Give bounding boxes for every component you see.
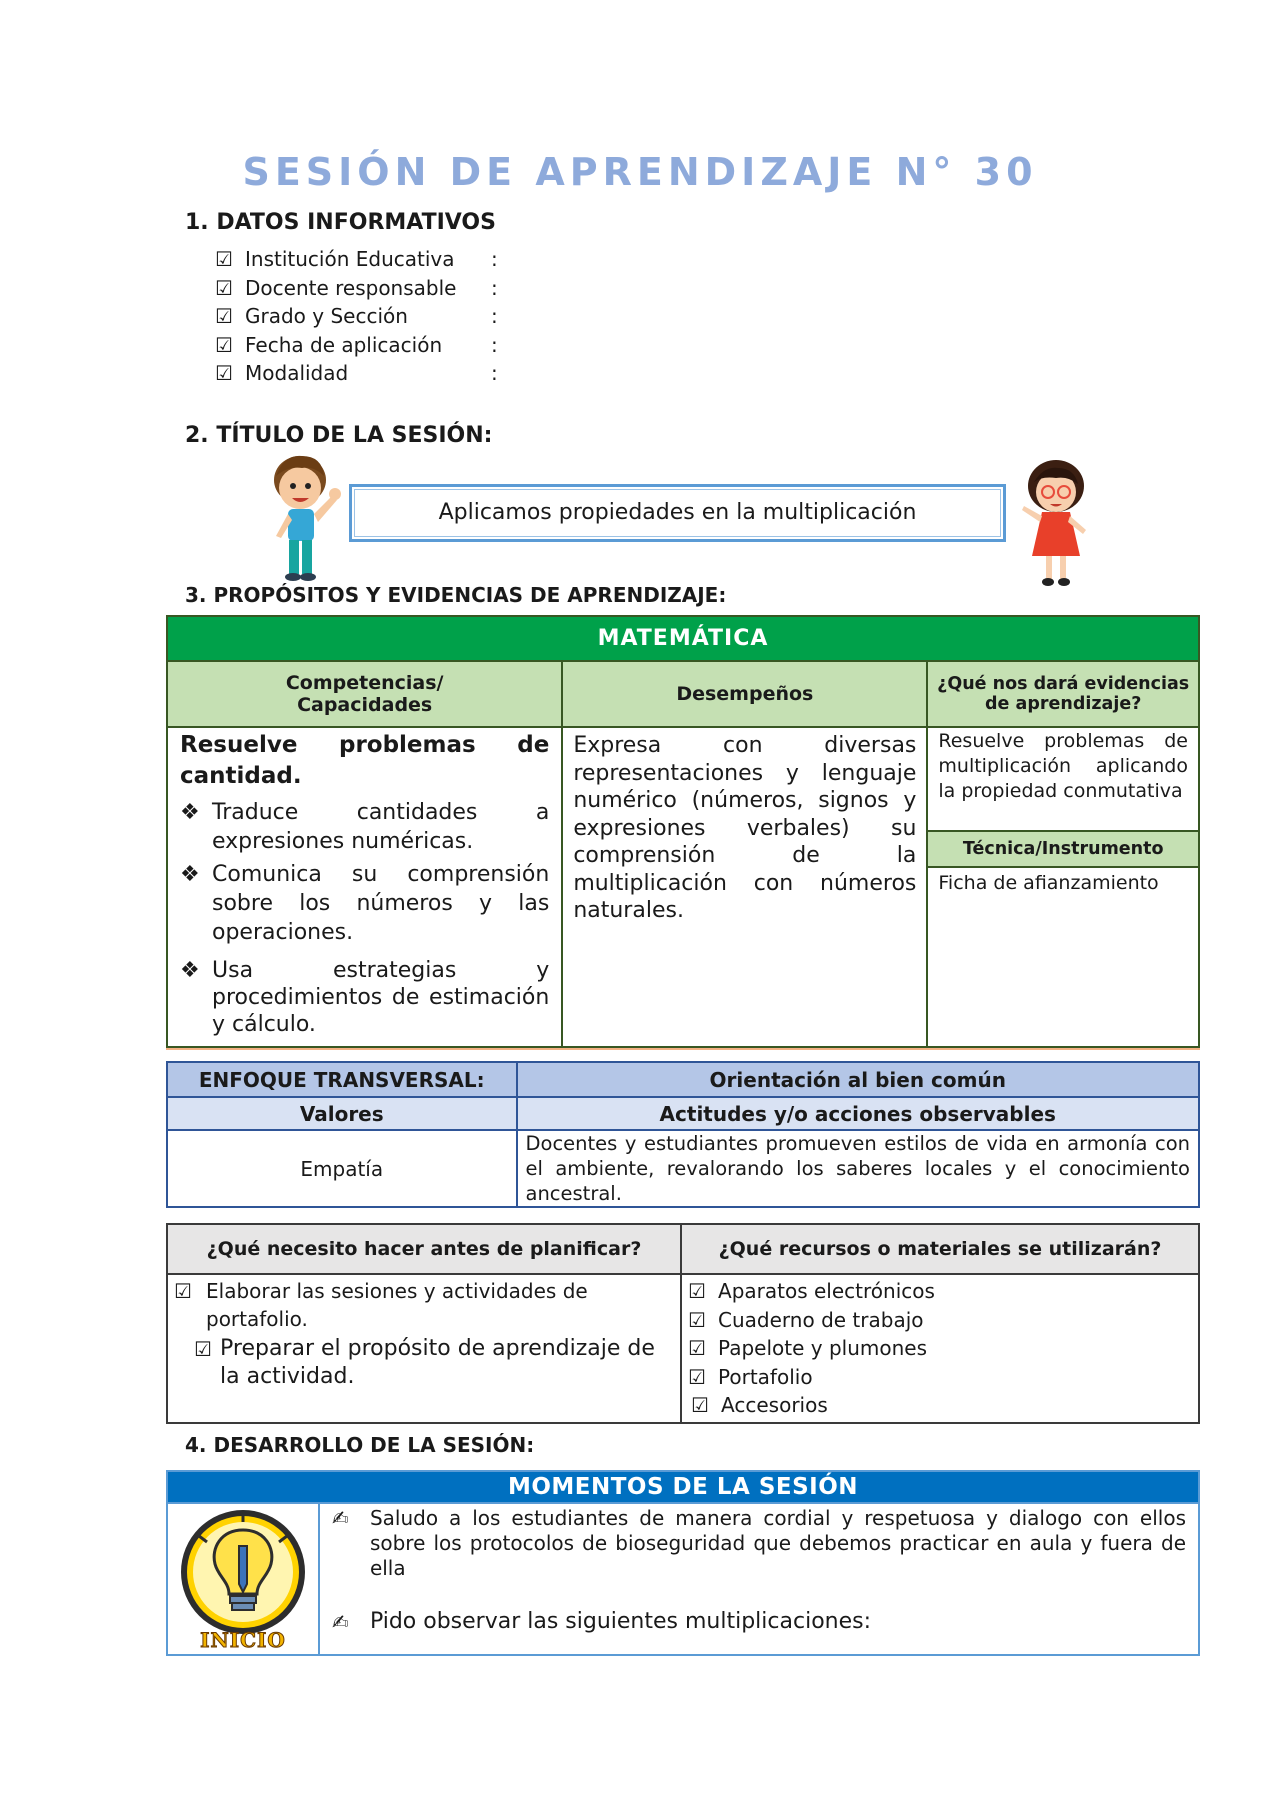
checkbox-icon: ☑	[688, 1364, 706, 1389]
datos-label: Fecha de aplicación	[245, 332, 443, 357]
session-title-text: Aplicamos propiedades en la multiplicación	[438, 500, 917, 525]
momentos-header: MOMENTOS DE LA SESIÓN	[167, 1471, 1199, 1503]
section-heading-datos: 1. DATOS INFORMATIVOS	[185, 210, 496, 235]
column-header-valores: Valores	[167, 1097, 517, 1130]
checkbox-icon: ☑	[215, 361, 233, 385]
datos-row	[215, 359, 498, 388]
list-item	[688, 1306, 1192, 1335]
antes-text: Preparar el propósito de aprendizaje de la actividad.	[220, 1336, 655, 1389]
area-header: MATEMÁTICA	[167, 616, 1199, 661]
enfoque-value: Orientación al bien común	[517, 1062, 1200, 1097]
checkbox-icon: ☑	[194, 1337, 212, 1361]
datos-row	[215, 331, 498, 360]
column-header-actitudes: Actitudes y/o acciones observables	[517, 1097, 1200, 1130]
column-header-desempenos: Desempeños	[562, 661, 927, 727]
capacidad-item	[180, 798, 549, 856]
list-item	[688, 1391, 1192, 1420]
valor-cell: Empatía	[167, 1130, 517, 1207]
checkbox-icon: ☑	[215, 304, 233, 328]
column-header-antes: ¿Qué necesito hacer antes de planificar?	[167, 1224, 681, 1274]
session-title-box	[349, 484, 1006, 542]
recurso-text: Papelote y plumones	[718, 1336, 927, 1360]
list-item	[688, 1277, 1192, 1306]
diamond-bullet-icon: ❖	[180, 800, 200, 825]
competencia-text: Resuelve problemas de cantidad.	[180, 732, 550, 789]
momento-text: Pido observar las siguientes multiplicaciones:	[369, 1609, 872, 1634]
capacidad-item	[180, 860, 549, 947]
antes-cell	[167, 1274, 681, 1423]
planning-table	[166, 1223, 1200, 1424]
desempeno-cell: Expresa con diversas representaciones y lenguaje numérico (números, signos y expresiones verbales) su comprensión de la multiplicación con números naturales.	[562, 727, 927, 1047]
tecnica-header: Técnica/Instrumento	[927, 831, 1199, 867]
list-item	[194, 1335, 674, 1391]
datos-separator: :	[491, 304, 498, 328]
datos-row	[215, 245, 498, 274]
page-title: SESIÓN DE APRENDIZAJE N° 30	[242, 150, 1038, 194]
table-divider	[166, 1048, 1200, 1050]
section-heading-titulo: 2. TÍTULO DE LA SESIÓN:	[185, 423, 493, 448]
datos-informativos-list	[215, 245, 498, 388]
inicio-content-cell	[319, 1503, 1199, 1655]
column-header-recursos: ¿Qué recursos o materiales se utilizarán?	[681, 1224, 1199, 1274]
checkbox-icon: ☑	[215, 247, 233, 271]
list-item	[688, 1363, 1192, 1392]
checkbox-icon: ☑	[688, 1307, 706, 1332]
section-heading-desarrollo: 4. DESARROLLO DE LA SESIÓN:	[185, 1433, 535, 1457]
capacidad-text: Comunica su comprensión sobre los números y las operaciones.	[212, 862, 550, 945]
checkbox-icon: ☑	[691, 1393, 709, 1417]
datos-separator: :	[491, 332, 498, 357]
column-header-competencias: Competencias/ Capacidades	[167, 661, 562, 727]
recursos-cell	[681, 1274, 1199, 1423]
datos-label: Grado y Sección	[245, 304, 408, 328]
enfoque-table	[166, 1061, 1200, 1208]
boy-illustration	[262, 446, 352, 586]
pencil-hand-icon: ✍	[331, 1506, 349, 1530]
datos-label: Institución Educativa	[245, 247, 455, 271]
recurso-text: Cuaderno de trabajo	[718, 1307, 924, 1332]
capacidad-text: Traduce cantidades a expresiones numéricas.	[212, 800, 550, 854]
purpose-table	[166, 615, 1200, 1048]
tecnica-cell: Ficha de afianzamiento	[927, 867, 1199, 1047]
column-header-evidencias: ¿Qué nos dará evidencias de aprendizaje?	[927, 661, 1199, 727]
recurso-text: Portafolio	[718, 1364, 813, 1389]
inicio-cell	[167, 1503, 319, 1655]
momento-text: Saludo a los estudiantes de manera cordial y respetuosa y dialogo con ellos sobre los protocolos de bioseguridad que debemos practicar en aula y fuera de ella	[369, 1506, 1186, 1580]
girl-illustration	[1010, 452, 1100, 592]
section-heading-propositos: 3. PROPÓSITOS Y EVIDENCIAS DE APRENDIZAJE:	[185, 583, 727, 607]
datos-row	[215, 274, 498, 303]
list-item	[332, 1607, 1186, 1637]
datos-separator: :	[491, 247, 498, 271]
competencias-cell	[167, 727, 562, 1047]
antes-text: Elaborar las sesiones y actividades de portafolio.	[206, 1279, 588, 1331]
datos-label: Docente responsable	[245, 275, 457, 300]
diamond-bullet-icon: ❖	[180, 862, 200, 887]
datos-separator: :	[491, 275, 498, 300]
enfoque-label: ENFOQUE TRANSVERSAL:	[167, 1062, 517, 1097]
datos-row	[215, 302, 498, 331]
recurso-text: Aparatos electrónicos	[718, 1279, 935, 1303]
recurso-text: Accesorios	[721, 1393, 828, 1417]
checkbox-icon: ☑	[174, 1279, 192, 1303]
inicio-label: INICIO	[200, 1628, 286, 1652]
pencil-hand-icon: ✍	[331, 1610, 349, 1634]
datos-label: Modalidad	[245, 361, 349, 385]
list-item	[332, 1506, 1186, 1581]
datos-separator: :	[491, 361, 498, 385]
capacidad-item	[180, 957, 549, 1038]
diamond-bullet-icon: ❖	[180, 958, 200, 983]
checkbox-icon: ☑	[688, 1336, 706, 1360]
checkbox-icon: ☑	[215, 275, 233, 300]
evidencia-cell: Resuelve problemas de multiplicación aplicando la propiedad conmutativa	[927, 727, 1199, 831]
checkbox-icon: ☑	[215, 332, 233, 357]
capacidad-text: Usa estrategias y procedimientos de estimación y cálculo.	[212, 958, 550, 1037]
checkbox-icon: ☑	[688, 1279, 706, 1303]
list-item	[688, 1334, 1192, 1363]
momentos-table	[166, 1470, 1200, 1656]
list-item	[174, 1277, 674, 1333]
actitud-cell: Docentes y estudiantes promueven estilos de vida en armonía con el ambiente, revalorando los saberes locales y el conocimiento ancestral.	[517, 1130, 1200, 1207]
